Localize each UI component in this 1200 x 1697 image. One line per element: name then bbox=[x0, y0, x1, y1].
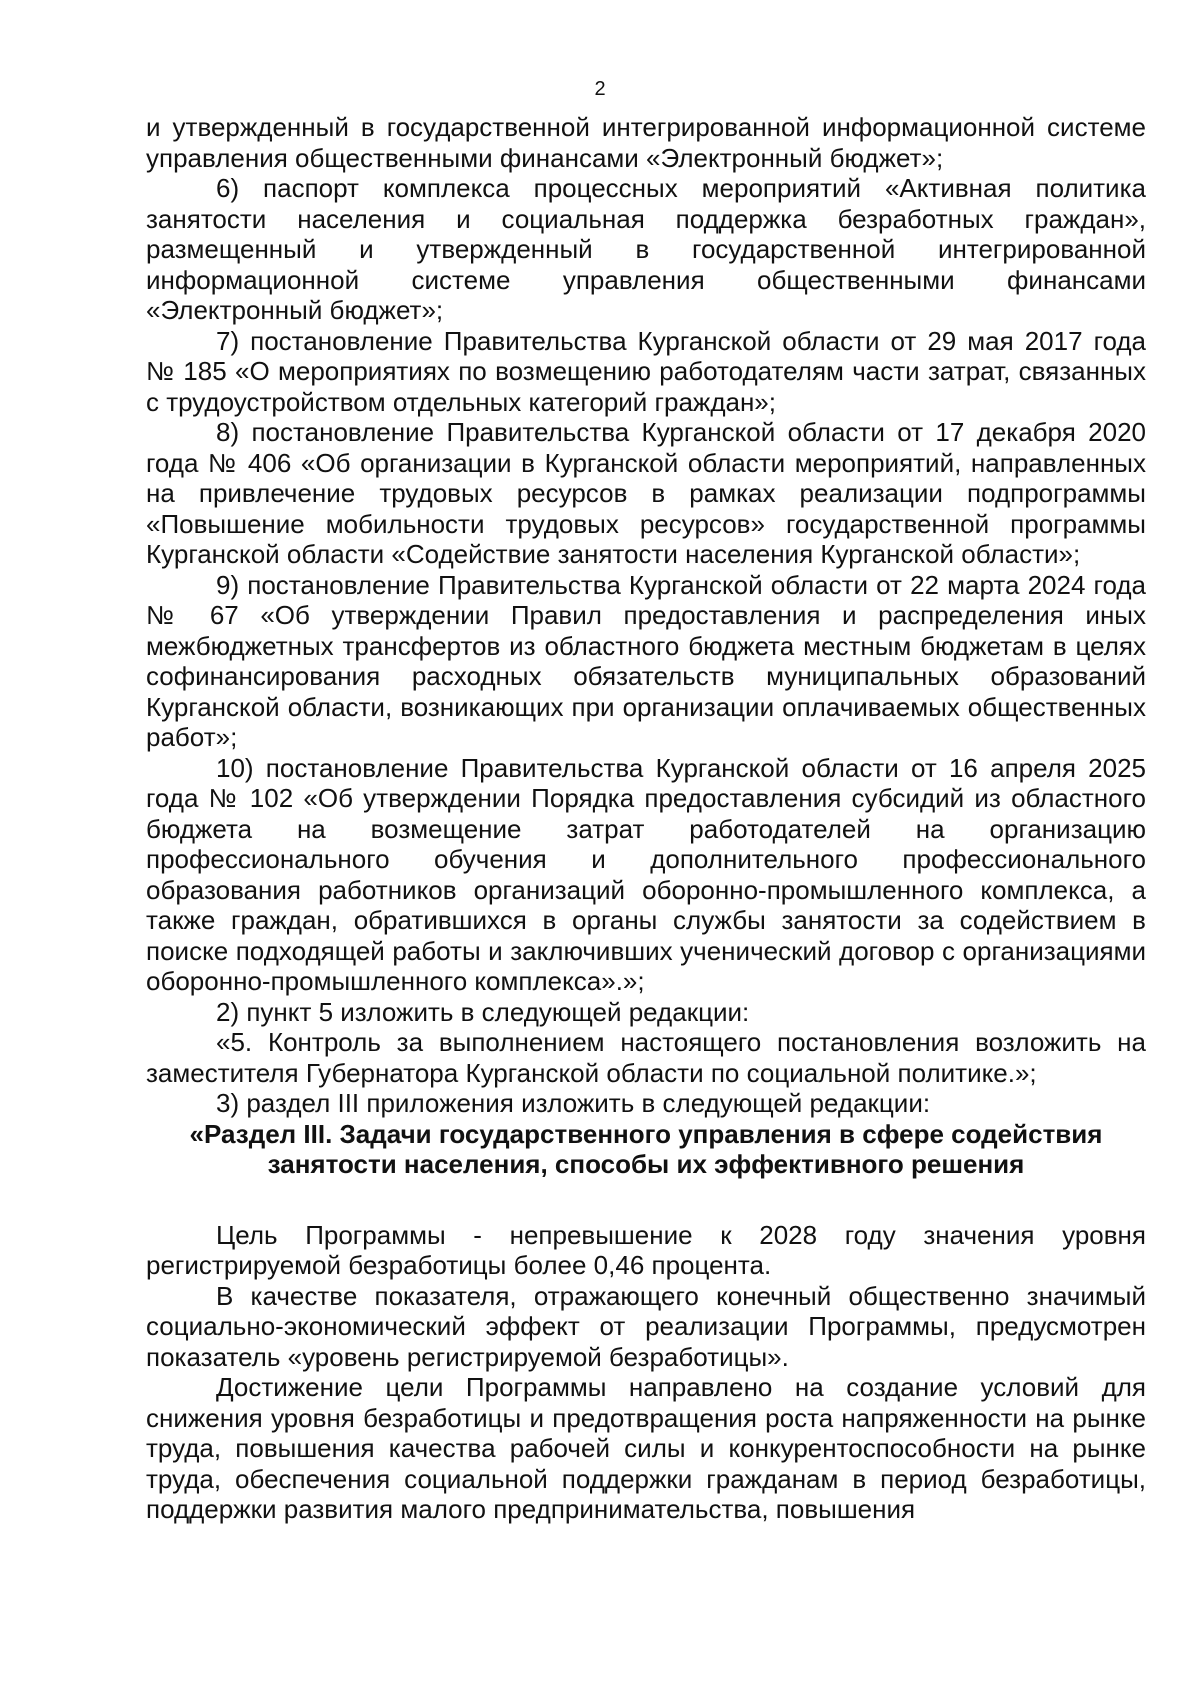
paragraph-indicator: В качестве показателя, отражающего конечный общественно значимый социально-экономический эффект от реализации Программы, предусмотрен показатель «уровень регистрируемой безработицы». bbox=[146, 1280, 1146, 1372]
list-item-10: 10) постановление Правительства Курганской области от 16 апреля 2025 года № 102 «Об утверждении Порядка предоставления субсидий из областного бюджета на возмещение затрат работодателей на организацию профессионального обучения и дополнительного профессионального образования работников организаций оборонно-промышленного комплекса, а также граждан, обратившихся в органы службы занятости за содействием в поиске подходящей работы и заключивших ученический договор с организациями оборонно-промышленного комплекса».»; bbox=[146, 752, 1146, 996]
list-item-8: 8) постановление Правительства Курганской области от 17 декабря 2020 года № 406 «Об организации в Курганской области мероприятий, направленных на привлечение трудовых ресурсов в рамках реализации подпрограммы «Повышение мобильности трудовых ресурсов» государственной программы Курганской области «Содействие занятости населения Курганской области»; bbox=[146, 417, 1146, 569]
paragraph-continuation: и утвержденный в государственной интегрированной информационной системе управления общественными финансами «Электронный бюджет»; bbox=[146, 112, 1146, 173]
amendment-item-2: 2) пункт 5 изложить в следующей редакции: bbox=[216, 996, 750, 1027]
section-heading: «Раздел III. Задачи государственного управления в сфере содействия занятости населения, способы их эффективного решения bbox=[189, 1118, 1103, 1179]
amendment-item-3: 3) раздел III приложения изложить в следующей редакции: bbox=[216, 1088, 931, 1118]
list-item-9: 9) постановление Правительства Курганской области от 22 марта 2024 года № 67 «Об утверждении Правил предоставления и распределения иных межбюджетных трансфертов из областного бюджета местным бюджетам в целях софинансирования расходных обязательств муниципальных образований Курганской области, возникающих при организации оплачиваемых общественных работ»; bbox=[146, 569, 1146, 752]
page-number: 2 bbox=[594, 78, 606, 100]
document-body bbox=[146, 112, 1146, 1525]
paragraph-achievement: Достижение цели Программы направлено на создание условий для снижения уровня безработицы и предотвращения роста напряженности на рынке труда, повышения качества рабочей силы и конкурентоспособности на рынке труда, обеспечения социальной поддержки гражданам в период безработицы, поддержки развития малого предпринимательства, повышения bbox=[146, 1372, 1146, 1524]
amendment-point-5-text: «5. Контроль за выполнением настоящего постановления возложить на заместителя Губернатора Курганской области по социальной политике.»; bbox=[146, 1027, 1146, 1088]
spacer bbox=[146, 1180, 1146, 1220]
list-item-7: 7) постановление Правительства Курганской области от 29 мая 2017 года № 185 «О мероприятиях по возмещению работодателям части затрат, связанных с трудоустройством отдельных категорий граждан»; bbox=[146, 325, 1146, 417]
list-item-6: 6) паспорт комплекса процессных мероприятий «Активная политика занятости населения и социальная поддержка безработных граждан», размещенный и утвержденный в государственной интегрированной информационной системе управления общественными финансами «Электронный бюджет»; bbox=[146, 173, 1146, 325]
paragraph-program-goal: Цель Программы - непревышение к 2028 году значения уровня регистрируемой безработицы более 0,46 процента. bbox=[146, 1219, 1146, 1280]
